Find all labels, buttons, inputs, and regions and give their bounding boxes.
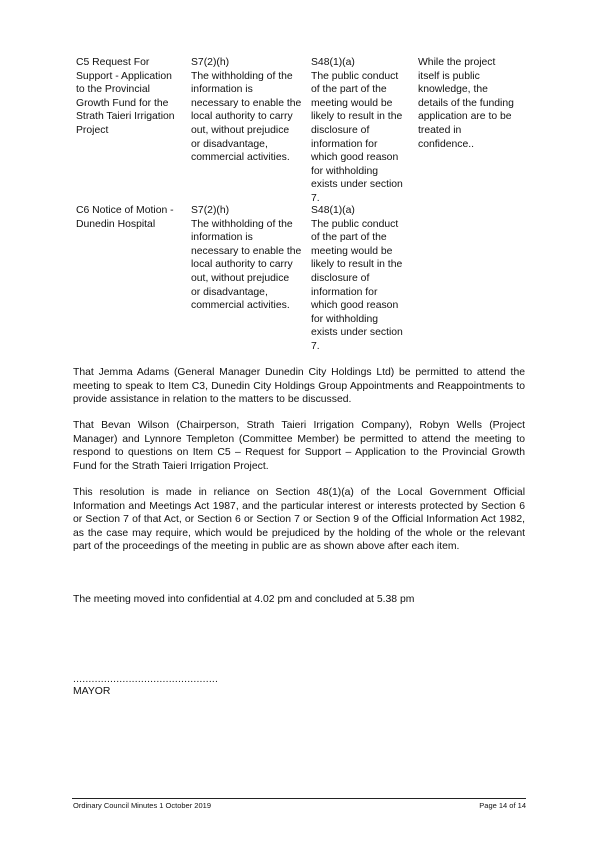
item-cell: C6 Notice of Motion - Dunedin Hospital: [76, 205, 174, 230]
attendance-paragraph-wilson: That Bevan Wilson (Chairperson, Strath Taieri Irrigation Company), Robyn Wells (Project Manager) and Lynnore Templeton (Committee Member) be permitted to attend the meeting to respond to questions on Item C5 – Request for Support – Application to the Provincial Growth Fund for the Strath Taieri Irrigation Project.: [73, 420, 525, 472]
signature-line: ...............................................: [73, 674, 219, 685]
grounds-cell: S7(2)(h) The withholding of the information is necessary to enable the local authority to carry out, without prejudice or disadvantage, commercial activities.: [191, 205, 302, 312]
attendance-paragraph-adams: That Jemma Adams (General Manager Dunedin City Holdings Ltd) be permitted to attend the meeting to speak to Item C3, Dunedin City Holdings Group Appointments and Reappointments to provide assistance in relation to the matters to be discussed.: [73, 367, 525, 406]
item-cell: C5 Request For Support - Application to the Provincial Growth Fund for the Strath Taieri Irrigation Project: [76, 57, 175, 136]
signature-title: MAYOR: [73, 686, 111, 697]
section-cell: S48(1)(a) The public conduct of the part of the meeting would be likely to result in the disclosure of information for which good reason for withholding exists under section 7.: [311, 57, 403, 204]
resolution-paragraph: This resolution is made in reliance on Section 48(1)(a) of the Local Government Official Information and Meetings Act 1987, and the particular interest or interests protected by Section 6 or Section 7 of that Act, or Section 6 or Section 7 or Section 9 of the Official Information Act 1982, as the case may require, which would be prejudiced by the holding of the whole or the relevant part of the proceedings of the meeting in public are as shown above after each item.: [73, 487, 525, 553]
table-row: [76, 204, 526, 354]
reason-cell: While the project itself is public knowledge, the details of the funding application are to be treated in confidence..: [418, 57, 514, 150]
table-row: [76, 56, 526, 204]
footer-divider: [72, 798, 526, 799]
footer-page-number: Page 14 of 14: [479, 801, 526, 810]
confidential-items-table: [76, 56, 526, 354]
footer-document-title: Ordinary Council Minutes 1 October 2019: [73, 801, 211, 810]
grounds-cell: S7(2)(h) The withholding of the information is necessary to enable the local authority to carry out, without prejudice or disadvantage, commercial activities.: [191, 57, 302, 164]
section-cell: S48(1)(a) The public conduct of the part of the meeting would be likely to result in the disclosure of information for which good reason for withholding exists under section 7.: [311, 205, 403, 352]
meeting-times-paragraph: The meeting moved into confidential at 4.02 pm and concluded at 5.38 pm: [73, 594, 415, 605]
